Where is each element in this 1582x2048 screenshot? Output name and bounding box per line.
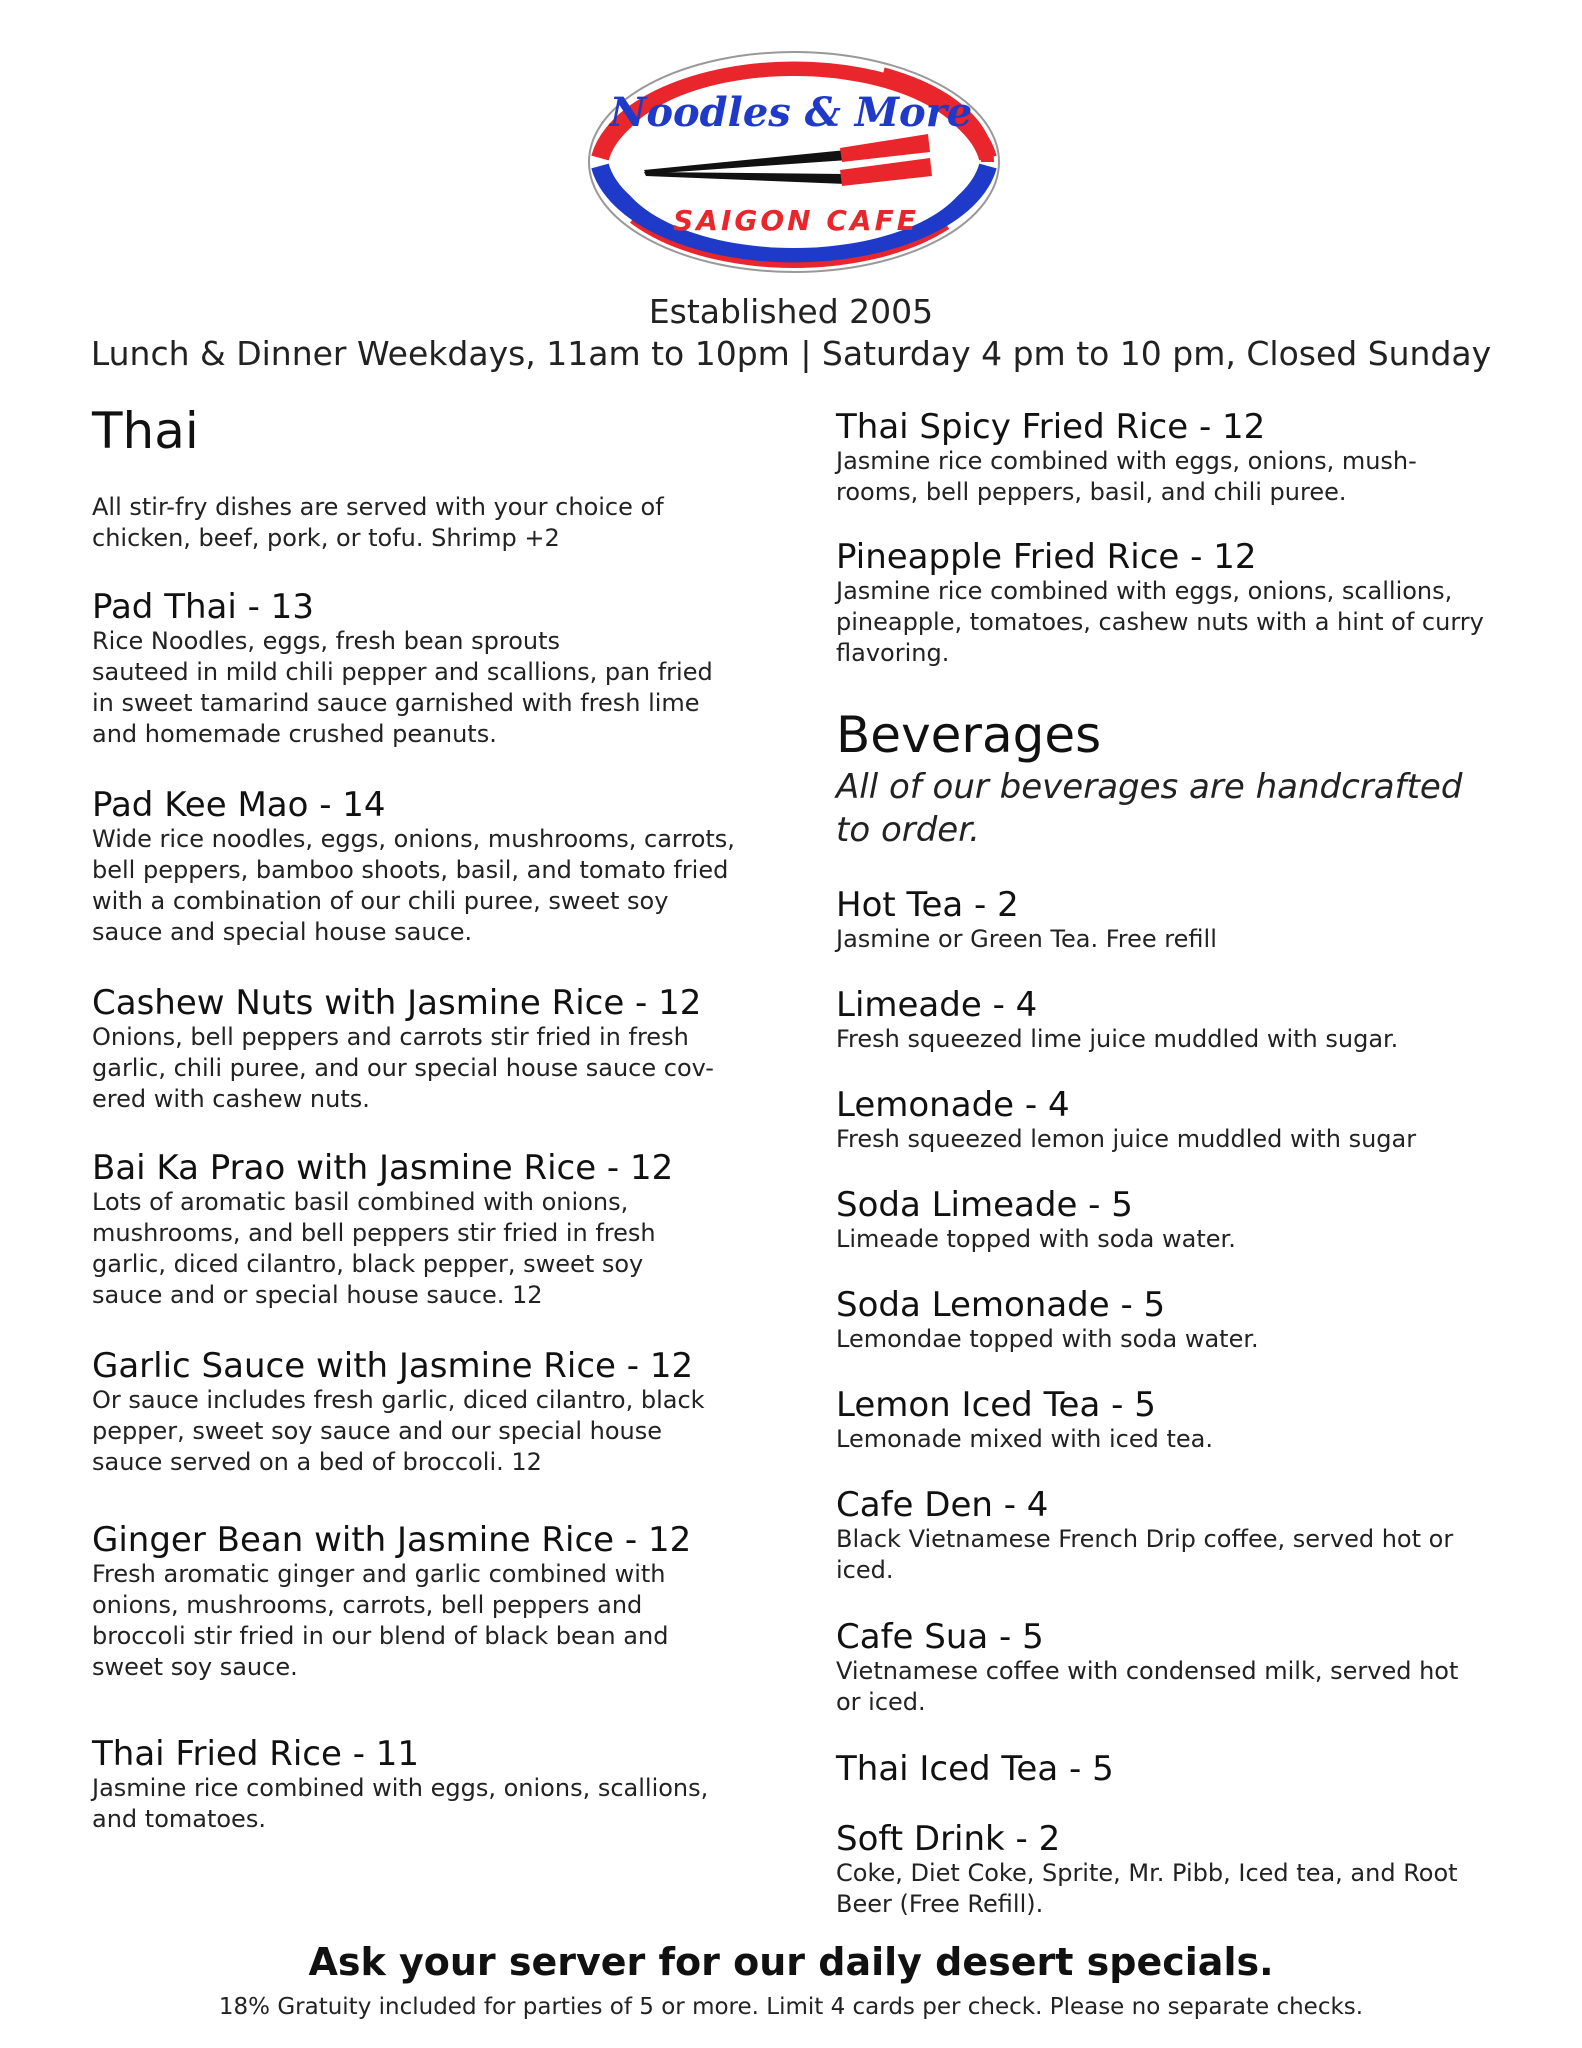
beverages-intro: All of our beverages are handcrafted to order. xyxy=(836,767,1463,850)
item-desc: Jasmine rice combined with eggs, onions, scallions, pineapple, tomatoes, cashew nuts with a hint of curry flavoring. xyxy=(836,577,1484,667)
item-desc: Or sauce includes fresh garlic, diced cilantro, black pepper, sweet soy sauce and our special house sauce served on a bed of broccoli. 12 xyxy=(92,1386,705,1476)
item-name: Garlic Sauce with Jasmine Rice - 12 xyxy=(92,1346,694,1386)
item-desc: Wide rice noodles, eggs, onions, mushrooms, carrots, bell peppers, bamboo shoots, basil, and tomato fried with a combination of our chili puree, sweet soy sauce and special house sauce. xyxy=(92,825,735,946)
item-desc: Jasmine rice combined with eggs, onions, mush-rooms, bell peppers, basil, and chili puree. xyxy=(836,447,1417,506)
item-name: Lemonade - 4 xyxy=(836,1085,1070,1125)
item-name: Soda Lemonade - 5 xyxy=(836,1285,1166,1325)
specials-line: Ask your server for our daily desert specials. xyxy=(308,1940,1274,1984)
menu-item xyxy=(92,786,752,948)
logo-name: Noodles & More xyxy=(609,89,973,136)
thai-intro: All stir-fry dishes are served with your choice of chicken, beef, pork, or tofu. Shrimp +2 xyxy=(92,493,664,552)
item-desc: Onions, bell peppers and carrots stir fried in fresh garlic, chili puree, and our special house sauce cov-ered with cashew nuts. xyxy=(92,1023,714,1113)
logo-subtitle: SAIGON CAFE xyxy=(673,204,919,237)
item-name: Pad Kee Mao - 14 xyxy=(92,785,386,825)
menu-item xyxy=(836,1486,1516,1586)
item-desc: Lemondae topped with soda water. xyxy=(836,1325,1259,1353)
hours-line: Lunch & Dinner Weekdays, 11am to 10pm | Saturday 4 pm to 10 pm, Closed Sunday xyxy=(90,334,1492,373)
menu-item xyxy=(836,1750,1516,1788)
beverages-title: Beverages xyxy=(836,706,1102,764)
menu-item xyxy=(92,1735,752,1835)
item-desc: Rice Noodles, eggs, fresh bean sprouts sauteed in mild chili pepper and scallions, pan fried in sweet tamarind sauce garnished with fresh lime and homemade crushed peanuts. xyxy=(92,627,713,748)
item-desc: Jasmine or Green Tea. Free refill xyxy=(836,925,1217,953)
item-desc: Coke, Diet Coke, Sprite, Mr. Pibb, Iced tea, and Root Beer (Free Refill). xyxy=(836,1859,1458,1918)
item-name: Cashew Nuts with Jasmine Rice - 12 xyxy=(92,983,702,1023)
item-desc: Jasmine rice combined with eggs, onions, scallions, and tomatoes. xyxy=(92,1774,709,1833)
menu-item xyxy=(92,1149,752,1311)
item-name: Limeade - 4 xyxy=(836,985,1038,1025)
menu-item xyxy=(836,1820,1516,1920)
policy-line: 18% Gratuity included for parties of 5 or more. Limit 4 cards per check. Please no separate checks. xyxy=(218,1994,1364,2020)
item-name: Thai Spicy Fried Rice - 12 xyxy=(836,407,1266,447)
item-name: Soft Drink - 2 xyxy=(836,1819,1061,1859)
item-desc: Lemonade mixed with iced tea. xyxy=(836,1425,1214,1453)
item-desc: Limeade topped with soda water. xyxy=(836,1225,1236,1253)
menu-item xyxy=(836,1386,1516,1455)
item-name: Thai Iced Tea - 5 xyxy=(836,1749,1114,1789)
item-name: Pineapple Fried Rice - 12 xyxy=(836,537,1257,577)
item-name: Hot Tea - 2 xyxy=(836,885,1019,925)
item-name: Lemon Iced Tea - 5 xyxy=(836,1385,1156,1425)
item-name: Cafe Den - 4 xyxy=(836,1485,1049,1525)
menu-item xyxy=(836,1186,1516,1255)
item-desc: Black Vietnamese French Drip coffee, served hot or iced. xyxy=(836,1525,1454,1584)
menu-item xyxy=(92,588,752,750)
menu-item xyxy=(836,1086,1516,1155)
item-name: Bai Ka Prao with Jasmine Rice - 12 xyxy=(92,1148,674,1188)
menu-item xyxy=(836,408,1516,508)
item-desc: Lots of aromatic basil combined with onions, mushrooms, and bell peppers stir fried in fresh garlic, diced cilantro, black pepper, sweet soy sauce and or special house sauce. 12 xyxy=(92,1188,656,1309)
menu-item xyxy=(836,1286,1516,1355)
menu-item xyxy=(836,538,1516,669)
item-name: Soda Limeade - 5 xyxy=(836,1185,1133,1225)
item-desc: Fresh squeezed lime juice muddled with sugar. xyxy=(836,1025,1399,1053)
item-name: Cafe Sua - 5 xyxy=(836,1617,1044,1657)
menu-item xyxy=(92,984,752,1115)
menu-item xyxy=(92,1347,752,1478)
item-desc: Fresh aromatic ginger and garlic combined with onions, mushrooms, carrots, bell peppers and broccoli stir fried in our blend of black bean and sweet soy sauce. xyxy=(92,1560,669,1681)
item-name: Thai Fried Rice - 11 xyxy=(92,1734,420,1774)
item-name: Ginger Bean with Jasmine Rice - 12 xyxy=(92,1520,692,1560)
menu-item xyxy=(92,1521,752,1683)
item-desc: Fresh squeezed lemon juice muddled with sugar xyxy=(836,1125,1417,1153)
restaurant-logo xyxy=(586,48,1002,276)
established-line: Established 2005 xyxy=(648,292,934,331)
menu-item xyxy=(836,986,1516,1055)
item-desc: Vietnamese coffee with condensed milk, served hot or iced. xyxy=(836,1657,1459,1716)
menu-item xyxy=(836,886,1516,955)
menu-item xyxy=(836,1618,1516,1718)
thai-title: Thai xyxy=(92,402,199,460)
item-name: Pad Thai - 13 xyxy=(92,587,314,627)
